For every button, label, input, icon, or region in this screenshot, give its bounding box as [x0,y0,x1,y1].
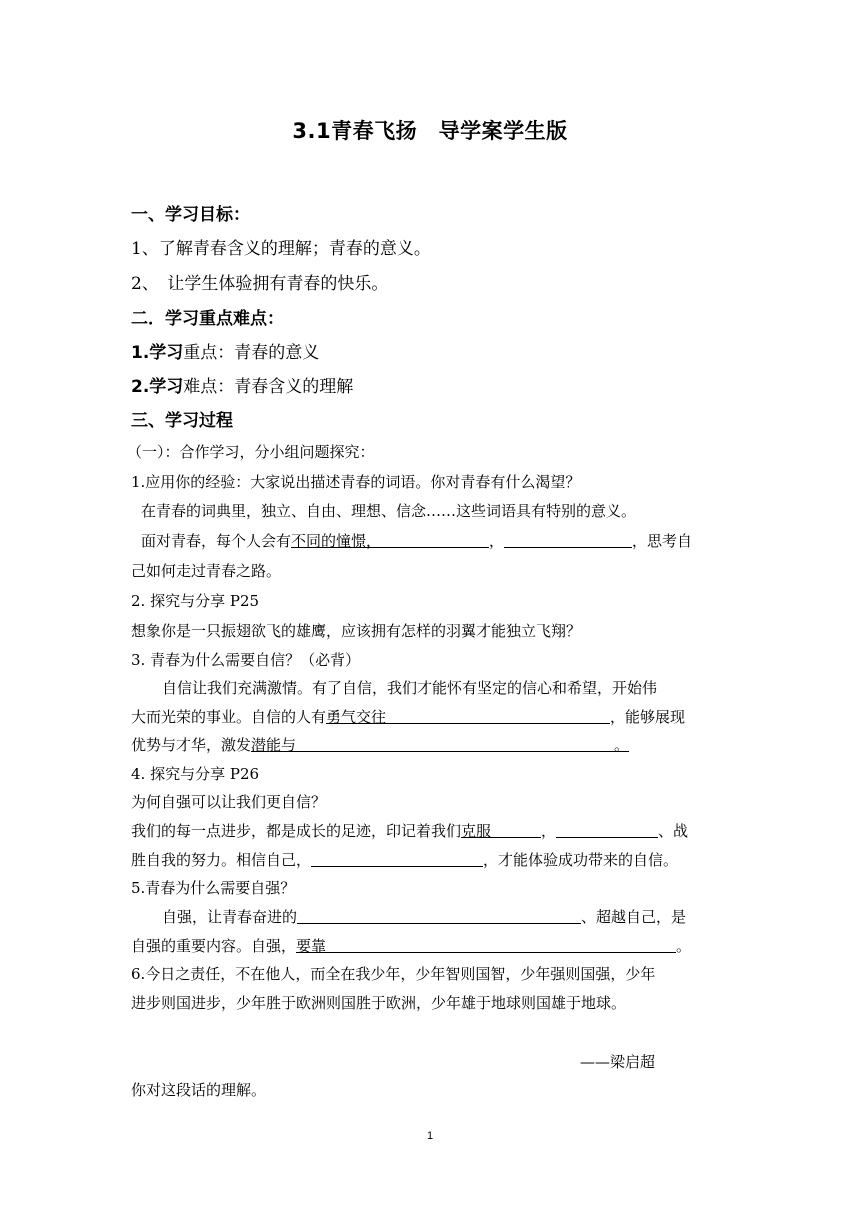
q3-period: 。 [614,736,630,754]
question-3-line-2: 自信让我们充满激情。有了自信，我们才能怀有坚定的信心和希望，开始伟 [162,679,658,697]
question-6-line-3: 你对这段话的理解。 [131,1081,267,1099]
q3-underlined-text-1: 勇气交往 [326,708,387,726]
key-point-2-num: 2.学习 [131,377,184,397]
fill-blank[interactable] [296,735,614,752]
section-heading-goals: 一、学习目标： [131,205,250,225]
q4-text-d: 胜自我的努力。相信自己， [131,851,312,869]
q1-comma: ， [489,532,505,550]
page-number: 1 [426,1130,434,1142]
question-4: 4. 探究与分享 P26 [131,765,260,783]
key-point-1-num: 1.学习 [131,343,184,363]
question-6-line-2: 进步则国进步，少年胜于欧洲则国胜于欧洲，少年雄于地球则国雄于地球。 [131,994,627,1012]
q5-underlined-text: 要靠 [296,937,327,955]
q4-text-a: 我们的每一点进步，都是成长的足迹，印记着我们 [131,822,462,840]
q3-text-c: 优势与才华，激发 [131,736,252,754]
question-4-line-2: 为何自强可以让我们更自信？ [131,793,327,811]
q5-text-c: 自强的重要内容。自强， [131,937,297,955]
q4-text-c: 、战 [658,822,689,840]
fill-blank[interactable] [556,821,658,838]
question-2: 2. 探究与分享 P25 [131,592,260,610]
question-4-line-3 [131,821,688,841]
q3-text-a: 大而光荣的事业。自信的人有 [131,708,327,726]
q3-underlined-text-2: 潜能与 [251,736,297,754]
question-1-line-4: 己如何走过青春之路。 [131,562,282,580]
key-point-1 [131,343,319,363]
q1-underlined-text: 不同的憧憬， [291,532,382,550]
section-heading-key-points: 二．学习重点难点： [131,309,284,329]
fill-blank[interactable] [491,821,541,838]
question-1-line-3 [141,531,692,551]
question-6-line-1: 6.今日之责任，不在他人，而全在我少年，少年智则国智，少年强则国强，少年 [131,965,656,983]
question-1-line-2: 在青春的词典里，独立、自由、理想、信念……这些词语具有特别的意义。 [141,502,637,520]
goal-item-1: 1、了解青春含义的理解；青春的意义。 [131,239,431,259]
goal-item-2: 2、 让学生体验拥有青春的快乐。 [131,274,389,294]
fill-blank[interactable] [311,850,483,867]
question-5: 5.青春为什么需要自强？ [131,879,296,897]
q1-text-c: ，思考自 [632,532,693,550]
q5-text-a: 自强，让青春奋进的 [162,908,298,926]
q5-text-b: 、超越自己，是 [581,908,687,926]
fill-blank[interactable] [381,531,489,548]
fill-blank[interactable] [326,936,676,953]
fill-blank[interactable] [297,907,581,924]
fill-blank[interactable] [504,531,632,548]
process-subheading: （一）：合作学习，分小组问题探究： [127,443,375,461]
key-point-1-text: 重点：青春的意义 [183,343,320,363]
question-4-line-4 [131,850,678,870]
section-heading-process: 三、学习过程 [131,411,233,431]
question-3-line-4 [131,735,629,755]
fill-blank[interactable] [386,707,610,724]
q4-underlined-text: 克服 [461,822,492,840]
q5-period: 。 [676,937,692,955]
question-3-line-3 [131,707,685,727]
question-5-line-2 [162,907,686,927]
key-point-2-text: 难点：青春含义的理解 [183,377,354,397]
q4-comma: ， [541,822,557,840]
question-2-line-2: 想象你是一只振翅欲飞的雄鹰，应该拥有怎样的羽翼才能独立飞翔？ [131,622,582,640]
question-1: 1.应用你的经验：大家说出描述青春的词语。你对青春有什么渴望？ [131,473,581,491]
question-3: 3. 青春为什么需要自信？（必背） [131,651,361,669]
q4-text-e: ，才能体验成功带来的自信。 [483,851,679,869]
question-5-line-3 [131,936,691,956]
page-title: 3.1青春飞扬 导学案学生版 [292,119,568,143]
q1-text-a: 面对青春，每个人会有 [141,532,292,550]
q3-text-b: ，能够展现 [610,708,686,726]
quote-author: ——梁启超 [580,1053,656,1071]
key-point-2 [131,377,353,397]
